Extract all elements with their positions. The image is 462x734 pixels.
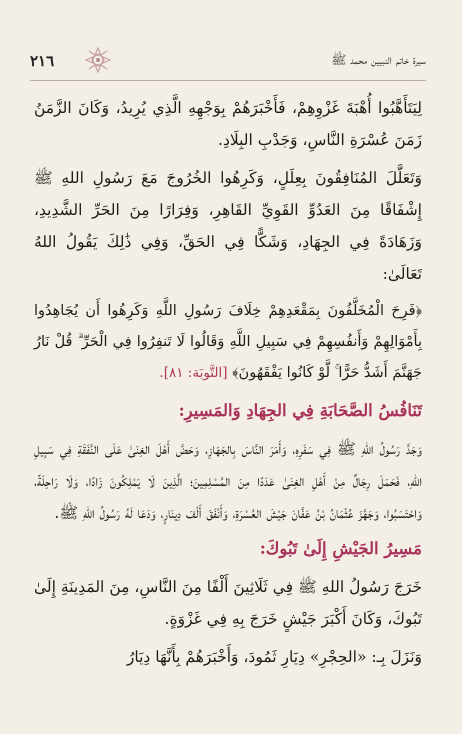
page-header [30, 48, 426, 72]
paragraph: وَنَزَلَ بِـ: «الحِجْرِ» دِيَارِ ثَمُودَ، وَأَخْبَرَهُمْ بِأَنَّهَا دِيَارُ [126, 648, 422, 666]
section-heading: مَسِيرُ الجَيْشِ إِلَىٰ تَبُوكَ: [259, 539, 422, 558]
paragraph: خَرَجَ رَسُولُ اللهِ ﷺ فِي ثَلَاثِينَ أَلْفًا مِنَ النَّاسِ، مِنَ المَدِينَةِ إِلَىٰ تَبُوكَ، وَكَانَ أَكْبَرَ جَيْشٍ خَرَجَ بِهِ فِي غَزْوَةٍ. [34, 578, 422, 628]
section-heading: تَنَافُسُ الصَّحَابَةِ فِي الجِهَادِ وَالمَسِيرِ: [178, 401, 422, 420]
paragraph: وَجَدَّ رَسُولُ اللهِ ﷺ فِي سَفَرِهِ، وَأَمَرَ النَّاسَ بِالجَهَازِ، وَحَضَّ أَهْلَ الغِنَىٰ عَلَى النَّفَقَةِ فِي سَبِيلِ اللهِ، فَحَمَلَ رِجَالٌ مِنْ أَهْلِ الغِنَىٰ عَدَدًا مِنَ المُسْلِمِينَ؛ الَّذِينَ لَا يَمْلِكُونَ زَادًا، وَلَا رَاحِلَةً، وَاحْتَسَبُوا، وَجَهَّزَ عُثْمَانُ بْنُ عَفَّانَ جَيْشَ العُسْرَةِ، وَأَنْفَقَ أَلْفَ دِينَارٍ، وَدَعَا لَهُ رَسُولُ اللهِ ﷺ. [34, 440, 422, 522]
quran-reference: [التَّوبَة: ٨١]. [159, 365, 228, 381]
page-number: ٢١٦ [30, 52, 55, 70]
floral-rosette-icon [84, 46, 112, 74]
quran-verse [34, 296, 422, 389]
header-divider [30, 80, 426, 81]
paragraph: وَتَعَلَّلَ المُنَافِقُونَ بِعِلَلٍ، وَكَرِهُوا الخُرُوجَ مَعَ رَسُولِ اللهِ ﷺ إِشْفَاقًا مِنَ العَدُوِّ القَوِيِّ القَاهِرِ، وَفِرَارًا مِنَ الحَرِّ الشَّدِيدِ، وَزَهَادَةً فِي الجِهَادِ، وَشَكًّا فِي الحَقِّ، وَفِي ذَٰلِكَ يَقُولُ اللهُ تَعَالَىٰ: [34, 169, 422, 283]
running-title: سيرة خاتم النبيين محمد ﷺ [331, 52, 426, 67]
page-body [34, 92, 422, 679]
quran-text: ﴿فَرِحَ الْمُخَلَّفُونَ بِمَقْعَدِهِمْ خِلَافَ رَسُولِ اللَّهِ وَكَرِهُوا أَن يُجَاهِدُوا بِأَمْوَالِهِمْ وَأَنفُسِهِمْ فِي سَبِيلِ اللَّهِ وَقَالُوا لَا تَنفِرُوا فِي الْحَرِّ ۗ قُلْ نَارُ جَهَنَّمَ أَشَدُّ حَرًّا ۚ لَّوْ كَانُوا يَفْقَهُونَ﴾ [34, 303, 422, 381]
paragraph: لِيَتَأَهَّبُوا أُهْبَةَ غَزْوِهِمْ، فَأَخْبَرَهُمْ بِوَجْهِهِ الَّذِي يُرِيدُ، وَكَانَ الزَّمَنُ زَمَنَ عُسْرَةِ النَّاسِ، وَجَدْبِ البِلَادِ. [34, 99, 422, 149]
